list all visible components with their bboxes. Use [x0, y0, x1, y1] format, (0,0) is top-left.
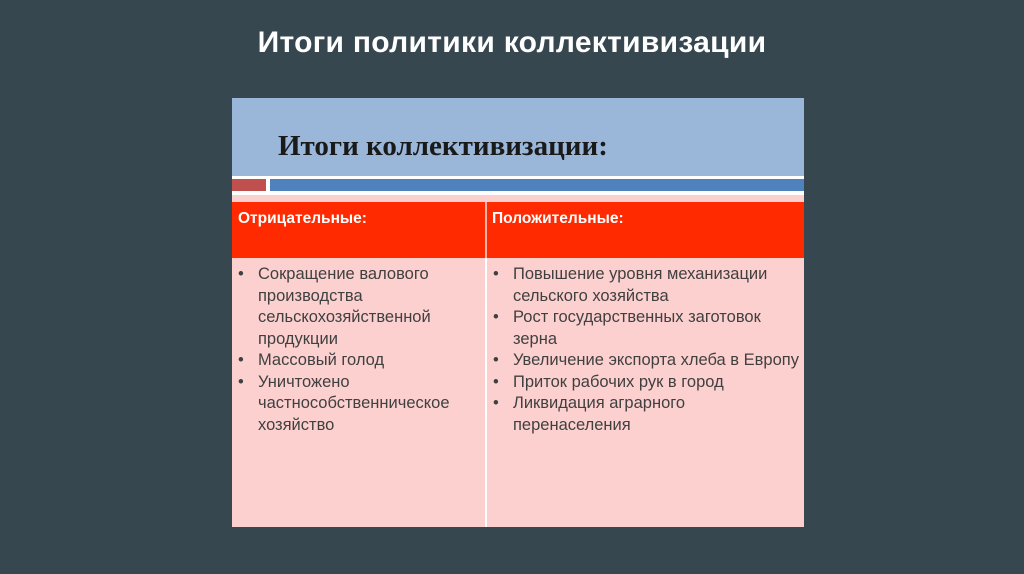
list-item-text: Ликвидация аграрного перенаселения: [513, 394, 686, 434]
list-item-text: Увеличение экспорта хлеба в Европу: [513, 351, 799, 369]
table-header-row: [232, 202, 804, 258]
card-header: [232, 98, 804, 176]
accent-blue-line: [270, 179, 804, 191]
list-item: [232, 372, 482, 437]
negative-list: [232, 264, 482, 436]
negative-column-header: Отрицательные:: [238, 210, 367, 227]
bullet-icon: •: [238, 372, 244, 391]
bullet-icon: •: [493, 351, 499, 369]
list-item: [487, 372, 799, 394]
positive-list: [487, 264, 799, 436]
list-item: [232, 264, 482, 350]
list-item-text: Повышение уровня механизации сельского хозяйства: [513, 265, 768, 305]
bullet-icon: •: [238, 351, 244, 369]
list-item: [487, 393, 799, 436]
list-item: [232, 350, 482, 372]
bullet-icon: •: [493, 372, 499, 391]
list-item: [487, 307, 799, 350]
bullet-icon: •: [493, 394, 499, 412]
list-item-text: Рост государственных заготовок зерна: [513, 308, 761, 348]
bullet-icon: •: [493, 308, 499, 326]
accent-bar: [232, 176, 804, 195]
bullet-icon: •: [238, 265, 244, 283]
list-item: [487, 264, 799, 307]
list-item-text: Приток рабочих рук в город: [513, 372, 724, 391]
list-item-text: Уничтожено частнособственническое хозяйство: [258, 372, 450, 434]
summary-card: [232, 98, 804, 527]
slide-title: Итоги политики коллективизации: [257, 26, 767, 59]
column-divider: [485, 202, 487, 258]
list-item-text: Массовый голод: [258, 351, 385, 369]
card-title: Итоги коллективизации:: [278, 130, 608, 162]
bullet-icon: •: [493, 265, 499, 283]
accent-red-block: [232, 179, 266, 191]
list-item-text: Сокращение валового производства сельскохозяйственной продукции: [258, 265, 431, 348]
positive-column-header: Положительные:: [492, 210, 624, 227]
list-item: [487, 350, 799, 372]
